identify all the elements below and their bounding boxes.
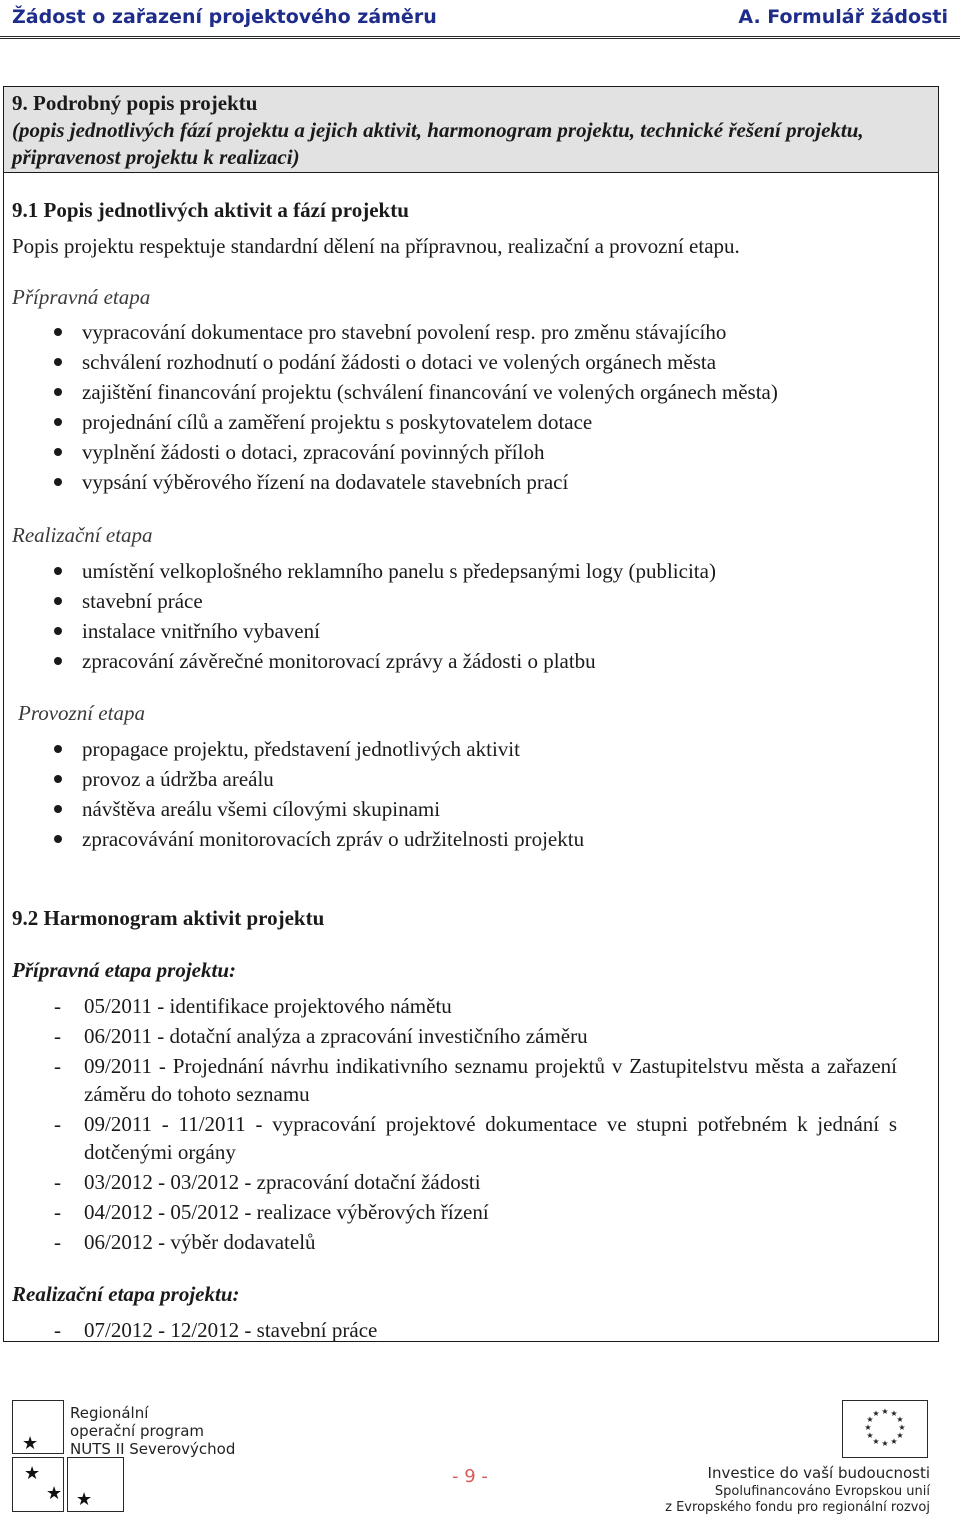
list-item <box>12 467 778 497</box>
svg-text:★: ★ <box>866 1431 874 1440</box>
dash-marker: - <box>54 1318 61 1342</box>
bullet-icon <box>54 358 62 366</box>
dash-marker: - <box>54 1112 61 1136</box>
section-header <box>4 87 938 173</box>
eu-cofinance: Spolufinancováno Evropskou unií <box>714 1484 930 1499</box>
svg-text:★: ★ <box>881 1439 889 1448</box>
list-item <box>12 1052 897 1108</box>
dash-marker: - <box>54 1230 61 1254</box>
eu-stars-icon <box>843 1401 927 1457</box>
list-item <box>12 1022 897 1050</box>
list-item <box>12 1228 897 1256</box>
rop-line: operační program <box>70 1422 205 1440</box>
bullet-icon <box>54 448 62 456</box>
header-divider <box>0 36 960 39</box>
list-item-text: zpracování závěrečné monitorovací zprávy a žádosti o platbu <box>82 649 596 673</box>
bullet-icon <box>54 567 62 575</box>
list-item-text: zajištění financování projektu (schválení financování ve volených orgánech města) <box>82 380 778 404</box>
realizacni-etapa-list <box>12 556 716 676</box>
page-number: - 9 - <box>452 1466 488 1487</box>
list-item <box>12 616 716 646</box>
list-item-text: 03/2012 - 03/2012 - zpracování dotační žádosti <box>84 1170 481 1194</box>
list-item <box>12 1168 897 1196</box>
harmonogram-realizacni-list <box>12 1316 897 1346</box>
svg-text:★: ★ <box>896 1415 904 1424</box>
list-item <box>12 1110 897 1166</box>
list-item <box>12 1198 897 1226</box>
harmonogram-realizacni-label: Realizační etapa projektu: <box>12 1282 240 1306</box>
realizacni-etapa-label: Realizační etapa <box>12 523 153 547</box>
list-item <box>12 794 584 824</box>
list-item-text: provoz a údržba areálu <box>82 767 274 791</box>
star-icon: ★ <box>24 1463 41 1483</box>
svg-text:★: ★ <box>866 1415 874 1424</box>
bullet-icon <box>54 805 62 813</box>
list-item-text: 09/2011 - 11/2011 - vypracování projektové dokumentace ve stupni potřebném k jednání s dotčenými orgány <box>84 1112 897 1164</box>
list-item <box>12 1316 897 1344</box>
list-item <box>12 317 778 347</box>
list-item <box>12 764 584 794</box>
section-subtitle: (popis jednotlivých fází projektu a jejich aktivit, harmonogram projektu, technické řešení projektu, připravenost projektu k realizaci) <box>12 118 864 169</box>
pripravna-etapa-label: Přípravná etapa <box>12 285 151 309</box>
list-item-text: zpracovávání monitorovacích zpráv o udržitelnosti projektu <box>82 827 585 851</box>
bullet-icon <box>54 597 62 605</box>
bullet-icon <box>54 478 62 486</box>
subsection-9-1-intro: Popis projektu respektuje standardní dělení na přípravnou, realizační a provozní etapu. <box>12 234 740 258</box>
svg-text:★: ★ <box>890 1409 898 1418</box>
list-item-text: propagace projektu, představení jednotlivých aktivit <box>82 737 520 761</box>
dash-marker: - <box>54 1024 61 1048</box>
dash-marker: - <box>54 1200 61 1224</box>
dash-marker: - <box>54 994 61 1018</box>
list-item-text: projednání cílů a zaměření projektu s poskytovatelem dotace <box>82 410 593 434</box>
list-item <box>12 556 716 586</box>
list-item <box>12 992 897 1020</box>
svg-text:★: ★ <box>872 1437 880 1446</box>
star-icon: ★ <box>76 1489 93 1509</box>
list-item <box>12 437 778 467</box>
bullet-icon <box>54 388 62 396</box>
provozni-etapa-list <box>12 734 584 854</box>
star-icon: ★ <box>22 1433 39 1453</box>
bullet-icon <box>54 657 62 665</box>
eu-fund: z Evropského fondu pro regionální rozvoj <box>665 1500 930 1515</box>
bullet-icon <box>54 745 62 753</box>
svg-text:★: ★ <box>881 1407 889 1416</box>
section-title: 9. Podrobný popis projektu <box>12 91 258 115</box>
rop-line: Regionální <box>70 1404 149 1422</box>
bullet-icon <box>54 627 62 635</box>
bullet-icon <box>54 835 62 843</box>
list-item-text: umístění velkoplošného reklamního panelu s předepsanými logy (publicita) <box>82 559 716 583</box>
harmonogram-pripravna-list <box>12 992 897 1258</box>
list-item-text: schválení rozhodnutí o podání žádosti o dotaci ve volených orgánech města <box>82 350 717 374</box>
eu-funding-text <box>665 1462 930 1516</box>
list-item-text: vypsání výběrového řízení na dodavatele stavebních prací <box>82 470 569 494</box>
header-document-title: Žádost o zařazení projektového záměru <box>12 6 437 28</box>
list-item-text: 06/2011 - dotační analýza a zpracování investičního záměru <box>84 1024 588 1048</box>
list-item-text: 06/2012 - výběr dodavatelů <box>84 1230 316 1254</box>
list-item <box>12 646 716 676</box>
svg-text:★: ★ <box>890 1437 898 1446</box>
eu-flag-logo <box>842 1400 928 1458</box>
list-item-text: stavební práce <box>82 589 203 613</box>
subsection-9-2-heading: 9.2 Harmonogram aktivit projektu <box>12 906 325 930</box>
page-header <box>0 0 960 36</box>
dash-marker: - <box>54 1170 61 1194</box>
bullet-icon <box>54 775 62 783</box>
subsection-9-1-heading: 9.1 Popis jednotlivých aktivit a fází projektu <box>12 198 409 222</box>
list-item <box>12 586 716 616</box>
harmonogram-pripravna-label: Přípravná etapa projektu: <box>12 958 236 982</box>
bullet-icon <box>54 328 62 336</box>
list-item <box>12 407 778 437</box>
list-item <box>12 377 778 407</box>
pripravna-etapa-list <box>12 317 778 497</box>
list-item-text: 09/2011 - Projednání návrhu indikativního seznamu projektů v Zastupitelstvu města a zařazení záměru do tohoto seznamu <box>84 1054 897 1106</box>
eu-slogan: Investice do vaší budoucnosti <box>707 1464 930 1482</box>
list-item-text: 04/2012 - 05/2012 - realizace výběrových řízení <box>84 1200 489 1224</box>
list-item <box>12 734 584 764</box>
list-item-text: návštěva areálu všemi cílovými skupinami <box>82 797 441 821</box>
list-item-text: 05/2011 - identifikace projektového námětu <box>84 994 452 1018</box>
list-item-text: instalace vnitřního vybavení <box>82 619 320 643</box>
list-item <box>12 824 584 854</box>
svg-text:★: ★ <box>864 1423 872 1432</box>
svg-text:★: ★ <box>872 1409 880 1418</box>
svg-text:★: ★ <box>896 1431 904 1440</box>
list-item <box>12 347 778 377</box>
list-item-text: vyplnění žádosti o dotaci, zpracování povinných příloh <box>82 440 545 464</box>
dash-marker: - <box>54 1054 61 1078</box>
list-item-text: 07/2012 - 12/2012 - stavební práce <box>84 1318 378 1342</box>
bullet-icon <box>54 418 62 426</box>
star-icon: ★ <box>46 1483 63 1503</box>
provozni-etapa-label: Provozní etapa <box>18 701 145 725</box>
rop-program-text <box>70 1404 235 1458</box>
rop-line: NUTS II Severovýchod <box>70 1440 236 1458</box>
list-item-text: vypracování dokumentace pro stavební povolení resp. pro změnu stávajícího <box>82 320 727 344</box>
svg-text:★: ★ <box>898 1423 906 1432</box>
header-form-label: A. Formulář žádosti <box>738 6 948 28</box>
